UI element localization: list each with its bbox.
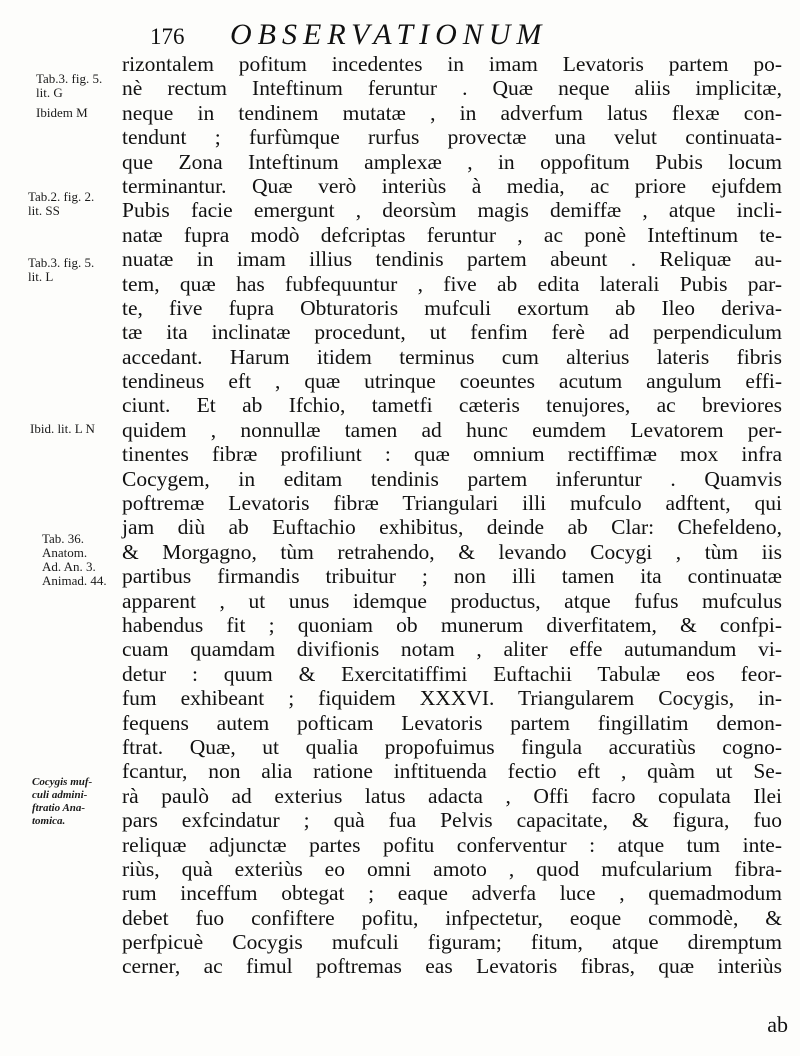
text-line: debet fuo confiftere pofitu, infpectetur, eoque commodè, &	[122, 905, 782, 930]
margin-note: Tab.3. fig. 5. lit. L	[28, 255, 95, 284]
text-line: habendus fit ; quoniam ob munerum diverfitatem, & confpi-	[122, 612, 782, 637]
text-line: & Morgagno, tùm retrahendo, & levando Cocygi , tùm iis	[122, 539, 782, 564]
text-line: ciunt. Et ab Ifchio, tametfi cæteris tenujores, ac breviores	[122, 393, 782, 418]
text-line: fequens autem pofticam Levatoris partem fingillatim demon-	[122, 710, 782, 735]
text-line: ftrat. Quæ, ut qualia propofuimus fingula accuratiùs cogno-	[122, 734, 782, 759]
running-head: OBSERVATIONUM	[230, 18, 548, 51]
text-line: nè rectum Inteftinum feruntur . Quæ neque aliis implicitæ,	[122, 76, 782, 101]
text-line: partibus firmandis tribuitur ; non illi tamen ita continuatæ	[122, 564, 782, 589]
text-line: te, five fupra Obturatoris mufculi exortum ab Ileo deriva-	[122, 295, 782, 320]
text-line: poftremæ Levatoris fibræ Triangulari illi mufculo adftent, qui	[122, 491, 782, 516]
margin-note: Ibidem M	[36, 105, 88, 120]
text-line: rum inceffum obtegat ; eaque adverfa luce , quemadmodum	[122, 881, 782, 906]
text-line: jam diù ab Euftachio exhibitus, deinde ab Clar: Chefeldeno,	[122, 515, 782, 540]
page-number: 176	[150, 24, 185, 49]
margin-note: Tab.3. fig. 5. lit. G	[36, 71, 103, 100]
text-line: detur : quum & Exercitatiffimi Euftachii Tabulæ eos feor-	[122, 661, 782, 686]
text-line: riùs, quà exteriùs eo omni amoto , quod mufcularium fibra-	[122, 856, 782, 881]
text-line: rà paulò ad exterius latus adacta , Offi facro copulata Ilei	[122, 783, 782, 808]
text-line: tæ ita inclinatæ procedunt, ut fenfim ferè ad perpendiculum	[122, 320, 782, 345]
text-line: nuatæ in imam illius tendinis partem abeunt . Reliquæ au-	[122, 247, 782, 272]
text-line: perfpicuè Cocygis mufculi figuram; fitum, atque diremptum	[122, 930, 782, 955]
text-line: accedant. Harum itidem terminus cum alterius lateris fibris	[122, 344, 782, 369]
text-line: Pubis facie emergunt , deorsùm magis demiffæ , atque incli-	[122, 198, 782, 223]
text-line: neque in tendinem mutatæ , in adverfum latus flexæ con-	[122, 100, 782, 125]
text-line: fum exhibeant ; fiquidem XXXVI. Triangularem Cocygis, in-	[122, 686, 782, 711]
text-line: rizontalem pofitum incedentes in imam Levatoris partem po-	[122, 52, 782, 76]
text-line: quidem , nonnullæ tamen ad hunc eumdem Levatorem per-	[122, 417, 782, 442]
text-line: pars exfcindatur ; quà fua Pelvis capacitate, & figura, fuo	[122, 808, 782, 833]
margin-note: Cocygis muf- culi admini- ftratio Ana- tomica.	[32, 776, 93, 827]
body-text	[122, 52, 794, 979]
text-line: tendineus eft , quæ utrinque coeuntes acutum angulum effi-	[122, 369, 782, 394]
text-line: tendunt ; furfùmque rurfus provectæ una velut continuata-	[122, 125, 782, 150]
text-line: tem, quæ has fubfequuntur , five ab edita laterali Pubis par-	[122, 271, 782, 296]
text-line: terminantur. Quæ verò interiùs à media, ac priore ejufdem	[122, 173, 782, 198]
text-line: reliquæ adjunctæ partes pofitu conferventur : atque tum inte-	[122, 832, 782, 857]
margin-notes	[0, 0, 130, 1056]
catchword: ab	[767, 1012, 788, 1037]
text-line: natæ fupra modò defcriptas feruntur , ac ponè Inteftinum te-	[122, 222, 782, 247]
text-line: fcantur, non alia ratione inftituenda fectio eft , quàm ut Se-	[122, 759, 782, 784]
text-line: apparent , ut unus idemque productus, atque fufus mufculus	[122, 588, 782, 613]
margin-note: Ibid. lit. L N	[30, 421, 95, 436]
text-line: tinentes fibræ profiliunt : quæ omnium rectiffimæ mox infra	[122, 442, 782, 467]
text-line: cuam quamdam divifionis notam , aliter effe autumandum vi-	[122, 637, 782, 662]
text-line: que Zona Inteftinum amplexæ , in oppofitum Pubis locum	[122, 149, 782, 174]
margin-note: Tab. 36. Anatom. Ad. An. 3. Animad. 44.	[42, 531, 107, 588]
margin-note: Tab.2. fig. 2. lit. SS	[28, 189, 95, 218]
text-line: cerner, ac fimul poftremas eas Levatoris fibras, quæ interiùs	[122, 954, 782, 979]
text-line: Cocygem, in editam tendinis partem inferuntur . Quamvis	[122, 466, 782, 491]
